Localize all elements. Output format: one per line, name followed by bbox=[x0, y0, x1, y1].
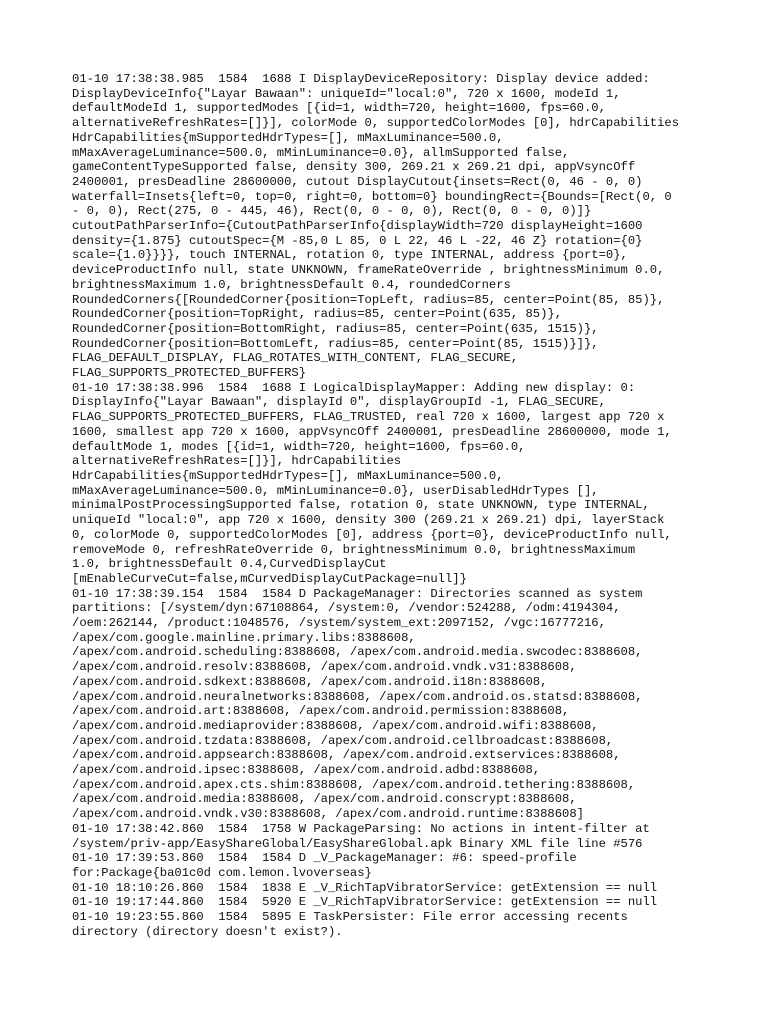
log-line: /apex/com.android.art:8388608, /apex/com.android.permission:8388608, bbox=[72, 704, 570, 719]
log-line: 0, colorMode 0, supportedColorModes [0], address {port=0}, deviceProductInfo null, bbox=[72, 527, 672, 542]
log-line: FLAG_DEFAULT_DISPLAY, FLAG_ROTATES_WITH_CONTENT, FLAG_SECURE, bbox=[72, 351, 519, 366]
log-line: /apex/com.android.vndk.v30:8388608, /apex/com.android.runtime:8388608] bbox=[72, 807, 584, 822]
log-line: scale={1.0}}}}, touch INTERNAL, rotation 0, type INTERNAL, address {port=0}, bbox=[72, 248, 628, 263]
log-line: /apex/com.android.resolv:8388608, /apex/com.android.vndk.v31:8388608, bbox=[72, 660, 577, 675]
log-line: mMaxAverageLuminance=500.0, mMinLuminance=0.0}, userDisabledHdrTypes [], bbox=[72, 483, 599, 498]
log-line: DisplayInfo{"Layar Bawaan", displayId 0", displayGroupId -1, FLAG_SECURE, bbox=[72, 395, 606, 410]
log-line: HdrCapabilities{mSupportedHdrTypes=[], mMaxLuminance=500.0, bbox=[72, 468, 504, 483]
log-line: 01-10 17:38:39.154 1584 1584 D PackageManager: Directories scanned as system bbox=[72, 586, 643, 601]
log-line: brightnessMaximum 1.0, brightnessDefault 0.4, roundedCorners bbox=[72, 277, 511, 292]
log-line: /apex/com.android.mediaprovider:8388608, /apex/com.android.wifi:8388608, bbox=[72, 718, 599, 733]
log-line: alternativeRefreshRates=[]}], hdrCapabilities bbox=[72, 454, 402, 469]
log-line: FLAG_SUPPORTS_PROTECTED_BUFFERS} bbox=[72, 366, 307, 381]
log-line: /apex/com.android.sdkext:8388608, /apex/com.android.i18n:8388608, bbox=[72, 674, 548, 689]
log-line: RoundedCorner{position=BottomLeft, radius=85, center=Point(85, 1515)}]}, bbox=[72, 336, 599, 351]
log-line: RoundedCorner{position=TopRight, radius=85, center=Point(635, 85)}, bbox=[72, 307, 563, 322]
log-line: 01-10 17:38:42.860 1584 1758 W PackageParsing: No actions in intent-filter at bbox=[72, 821, 650, 836]
log-line: /apex/com.android.scheduling:8388608, /apex/com.android.media.swcodec:8388608, bbox=[72, 645, 643, 660]
log-line: 01-10 18:10:26.860 1584 1838 E _V_RichTapVibratorService: getExtension == null bbox=[72, 880, 658, 895]
log-line: deviceProductInfo null, state UNKNOWN, frameRateOverride , brightnessMinimum 0.0, bbox=[72, 263, 665, 278]
log-line: /system/priv-app/EasyShareGlobal/EasyShareGlobal.apk Binary XML file line #576 bbox=[72, 836, 643, 851]
log-line: /apex/com.android.media:8388608, /apex/com.android.conscrypt:8388608, bbox=[72, 792, 577, 807]
log-line: removeMode 0, refreshRateOverride 0, brightnessMinimum 0.0, brightnessMaximum bbox=[72, 542, 636, 557]
log-line: density={1.875} cutoutSpec={M -85,0 L 85, 0 L 22, 46 L -22, 46 Z} rotation={0} bbox=[72, 233, 643, 248]
log-line: /apex/com.android.apex.cts.shim:8388608, /apex/com.android.tethering:8388608, bbox=[72, 777, 636, 792]
log-line: /apex/com.android.appsearch:8388608, /apex/com.android.extservices:8388608, bbox=[72, 748, 621, 763]
log-line: /apex/com.android.neuralnetworks:8388608, /apex/com.android.os.statsd:8388608, bbox=[72, 689, 643, 704]
log-line: partitions: [/system/dyn:67108864, /system:0, /vendor:524288, /odm:4194304, bbox=[72, 601, 621, 616]
log-line: /apex/com.google.mainline.primary.libs:8388608, bbox=[72, 630, 416, 645]
log-line: uniqueId "local:0", app 720 x 1600, density 300 (269.21 x 269.21) dpi, layerStack bbox=[72, 513, 665, 528]
log-line: alternativeRefreshRates=[]}], colorMode 0, supportedColorModes [0], hdrCapabilities bbox=[72, 116, 680, 131]
log-line: /oem:262144, /product:1048576, /system/system_ext:2097152, /vgc:16777216, bbox=[72, 616, 606, 631]
log-line: mMaxAverageLuminance=500.0, mMinLuminance=0.0}, allmSupported false, bbox=[72, 145, 570, 160]
log-line: 1.0, brightnessDefault 0.4,CurvedDisplayCut bbox=[72, 557, 387, 572]
log-line: defaultModeId 1, supportedModes [{id=1, width=720, height=1600, fps=60.0, bbox=[72, 101, 606, 116]
log-line: [mEnableCurveCut=false,mCurvedDisplayCutPackage=null]} bbox=[72, 571, 467, 586]
log-line: HdrCapabilities{mSupportedHdrTypes=[], mMaxLuminance=500.0, bbox=[72, 130, 504, 145]
log-line: 2400001, presDeadline 28600000, cutout DisplayCutout{insets=Rect(0, 46 - 0, 0) bbox=[72, 174, 643, 189]
document-page bbox=[72, 72, 712, 939]
log-line: DisplayDeviceInfo{"Layar Bawaan": uniqueId="local:0", 720 x 1600, modeId 1, bbox=[72, 86, 621, 101]
log-line: 01-10 19:17:44.860 1584 5920 E _V_RichTapVibratorService: getExtension == null bbox=[72, 895, 658, 910]
log-line: defaultMode 1, modes [{id=1, width=720, height=1600, fps=60.0, bbox=[72, 439, 526, 454]
log-text bbox=[72, 72, 712, 939]
log-line: directory (directory doesn't exist?). bbox=[72, 924, 343, 939]
log-line: RoundedCorner{position=BottomRight, radius=85, center=Point(635, 1515)}, bbox=[72, 321, 599, 336]
log-line: minimalPostProcessingSupported false, rotation 0, state UNKNOWN, type INTERNAL, bbox=[72, 498, 650, 513]
log-line: FLAG_SUPPORTS_PROTECTED_BUFFERS, FLAG_TRUSTED, real 720 x 1600, largest app 720 x bbox=[72, 410, 665, 425]
log-line: 01-10 17:39:53.860 1584 1584 D _V_PackageManager: #6: speed-profile bbox=[72, 851, 577, 866]
log-line: gameContentTypeSupported false, density 300, 269.21 x 269.21 dpi, appVsyncOff bbox=[72, 160, 636, 175]
log-line: 01-10 17:38:38.996 1584 1688 I LogicalDisplayMapper: Adding new display: 0: bbox=[72, 380, 636, 395]
log-line: 01-10 19:23:55.860 1584 5895 E TaskPersister: File error accessing recents bbox=[72, 910, 628, 925]
log-line: RoundedCorners{[RoundedCorner{position=TopLeft, radius=85, center=Point(85, 85)}, bbox=[72, 292, 665, 307]
log-line: waterfall=Insets{left=0, top=0, right=0, bottom=0} boundingRect={Bounds=[Rect(0, 0 bbox=[72, 189, 672, 204]
log-line: /apex/com.android.ipsec:8388608, /apex/com.android.adbd:8388608, bbox=[72, 763, 541, 778]
log-line: - 0, 0), Rect(275, 0 - 445, 46), Rect(0, 0 - 0, 0), Rect(0, 0 - 0, 0)]} bbox=[72, 204, 592, 219]
log-line: 01-10 17:38:38.985 1584 1688 I DisplayDeviceRepository: Display device added: bbox=[72, 72, 650, 86]
log-line: cutoutPathParserInfo={CutoutPathParserInfo{displayWidth=720 displayHeight=1600 bbox=[72, 219, 643, 234]
log-line: /apex/com.android.tzdata:8388608, /apex/com.android.cellbroadcast:8388608, bbox=[72, 733, 614, 748]
log-line: for:Package{ba01c0d com.lemon.lvoverseas} bbox=[72, 865, 372, 880]
log-line: 1600, smallest app 720 x 1600, appVsyncOff 2400001, presDeadline 28600000, mode 1, bbox=[72, 424, 672, 439]
